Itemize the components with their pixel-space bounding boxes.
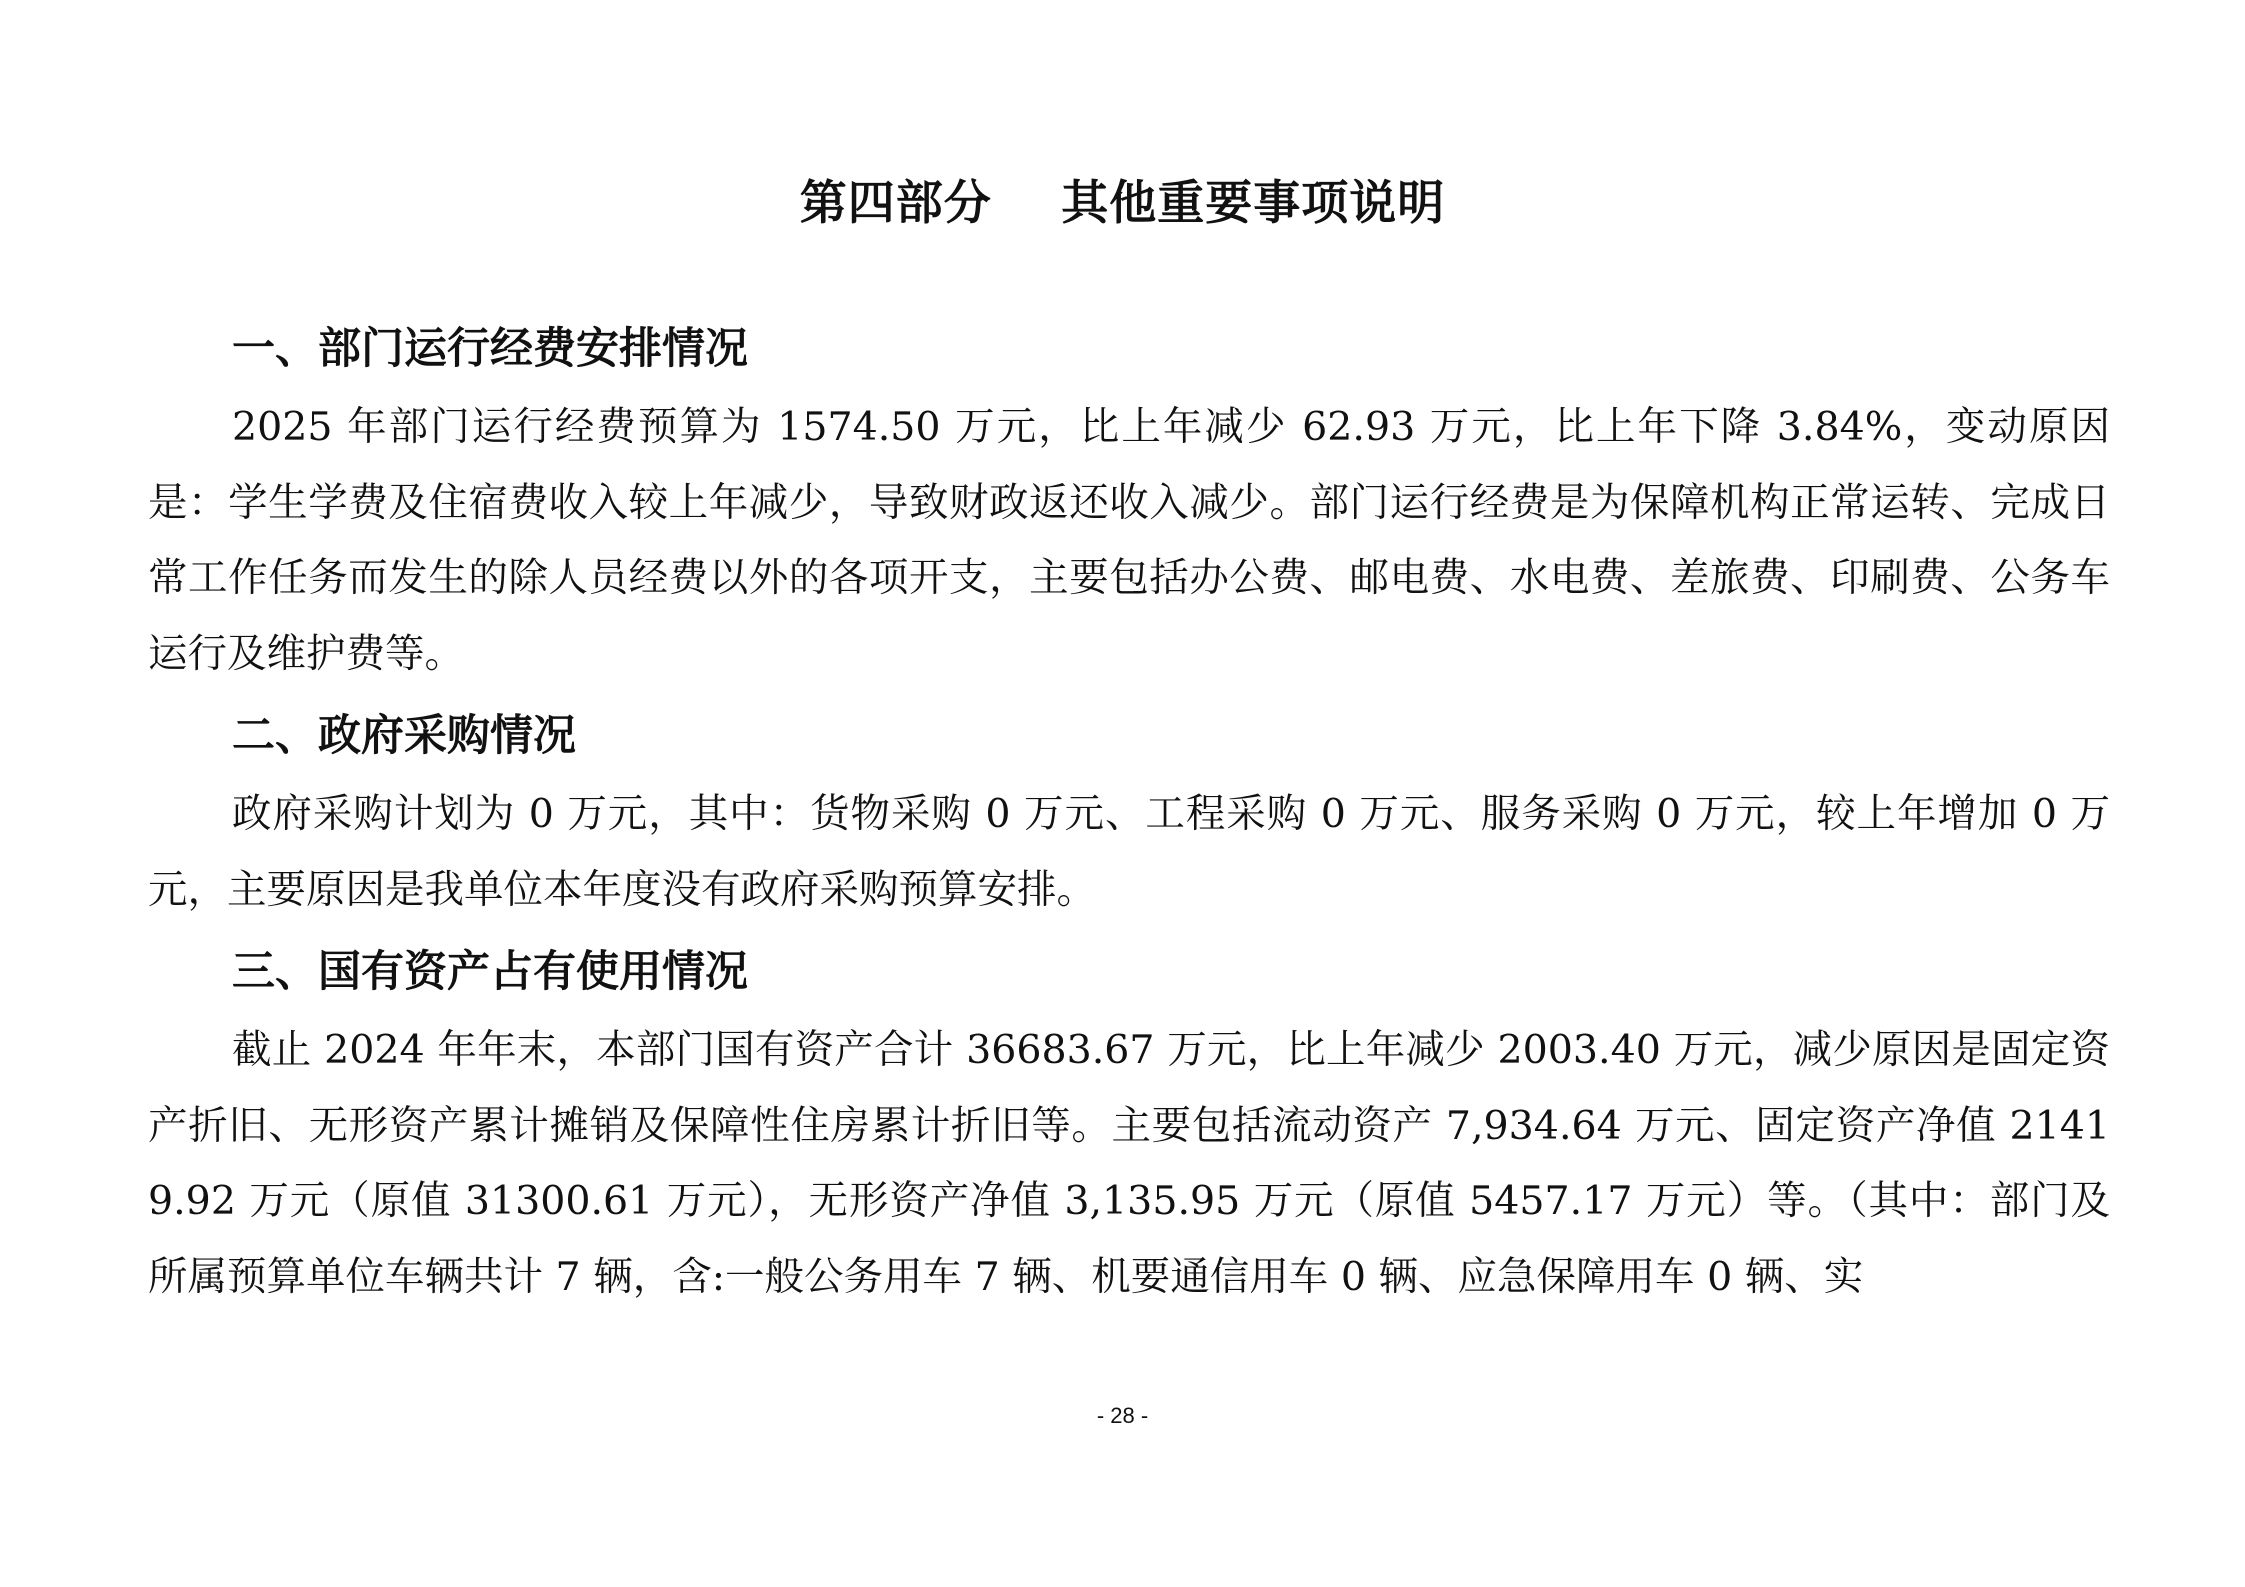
- section-paragraph-operating-funds: 2025 年部门运行经费预算为 1574.50 万元，比上年减少 62.93 万元，比上年下降 3.84%，变动原因是：学生学费及住宿费收入较上年减少，导致财政返还收入减少。部门运行经费是为保障机构正常运转、完成日常工作任务而发生的除人员经费以外的各项开支，主要包括办公费、邮电费、水电费、差旅费、印刷费、公务车运行及维护费等。: [148, 404, 2110, 677]
- section-paragraph-state-assets: 截止 2024 年年末，本部门国有资产合计 36683.67 万元，比上年减少 2003.40 万元，减少原因是固定资产折旧、无形资产累计摊销及保障性住房累计折旧等。主要包括流动资产 7,934.64 万元、固定资产净值 21419.92 万元（原值 31300.61 万元），无形资产净值 3,135.95 万元（原值 5457.17 万元）等。（其中：部门及所属预算单位车辆共计 7 辆，含:一般公务用车 7 辆、机要通信用车 0 辆、应急保障用车 0 辆、实: [148, 1027, 2110, 1300]
- section-paragraph-government-procurement: 政府采购计划为 0 万元，其中：货物采购 0 万元、工程采购 0 万元、服务采购 0 万元，较上年增加 0 万元，主要原因是我单位本年度没有政府采购预算安排。: [148, 791, 2110, 913]
- page-number: - 28 -: [1096, 1403, 1149, 1428]
- section-heading-operating-funds: 一、部门运行经费安排情况: [232, 324, 748, 374]
- page-title: 第四部分 其他重要事项说明: [799, 176, 1446, 231]
- section-heading-government-procurement: 二、政府采购情况: [232, 711, 576, 761]
- section-heading-state-assets: 三、国有资产占有使用情况: [232, 947, 748, 997]
